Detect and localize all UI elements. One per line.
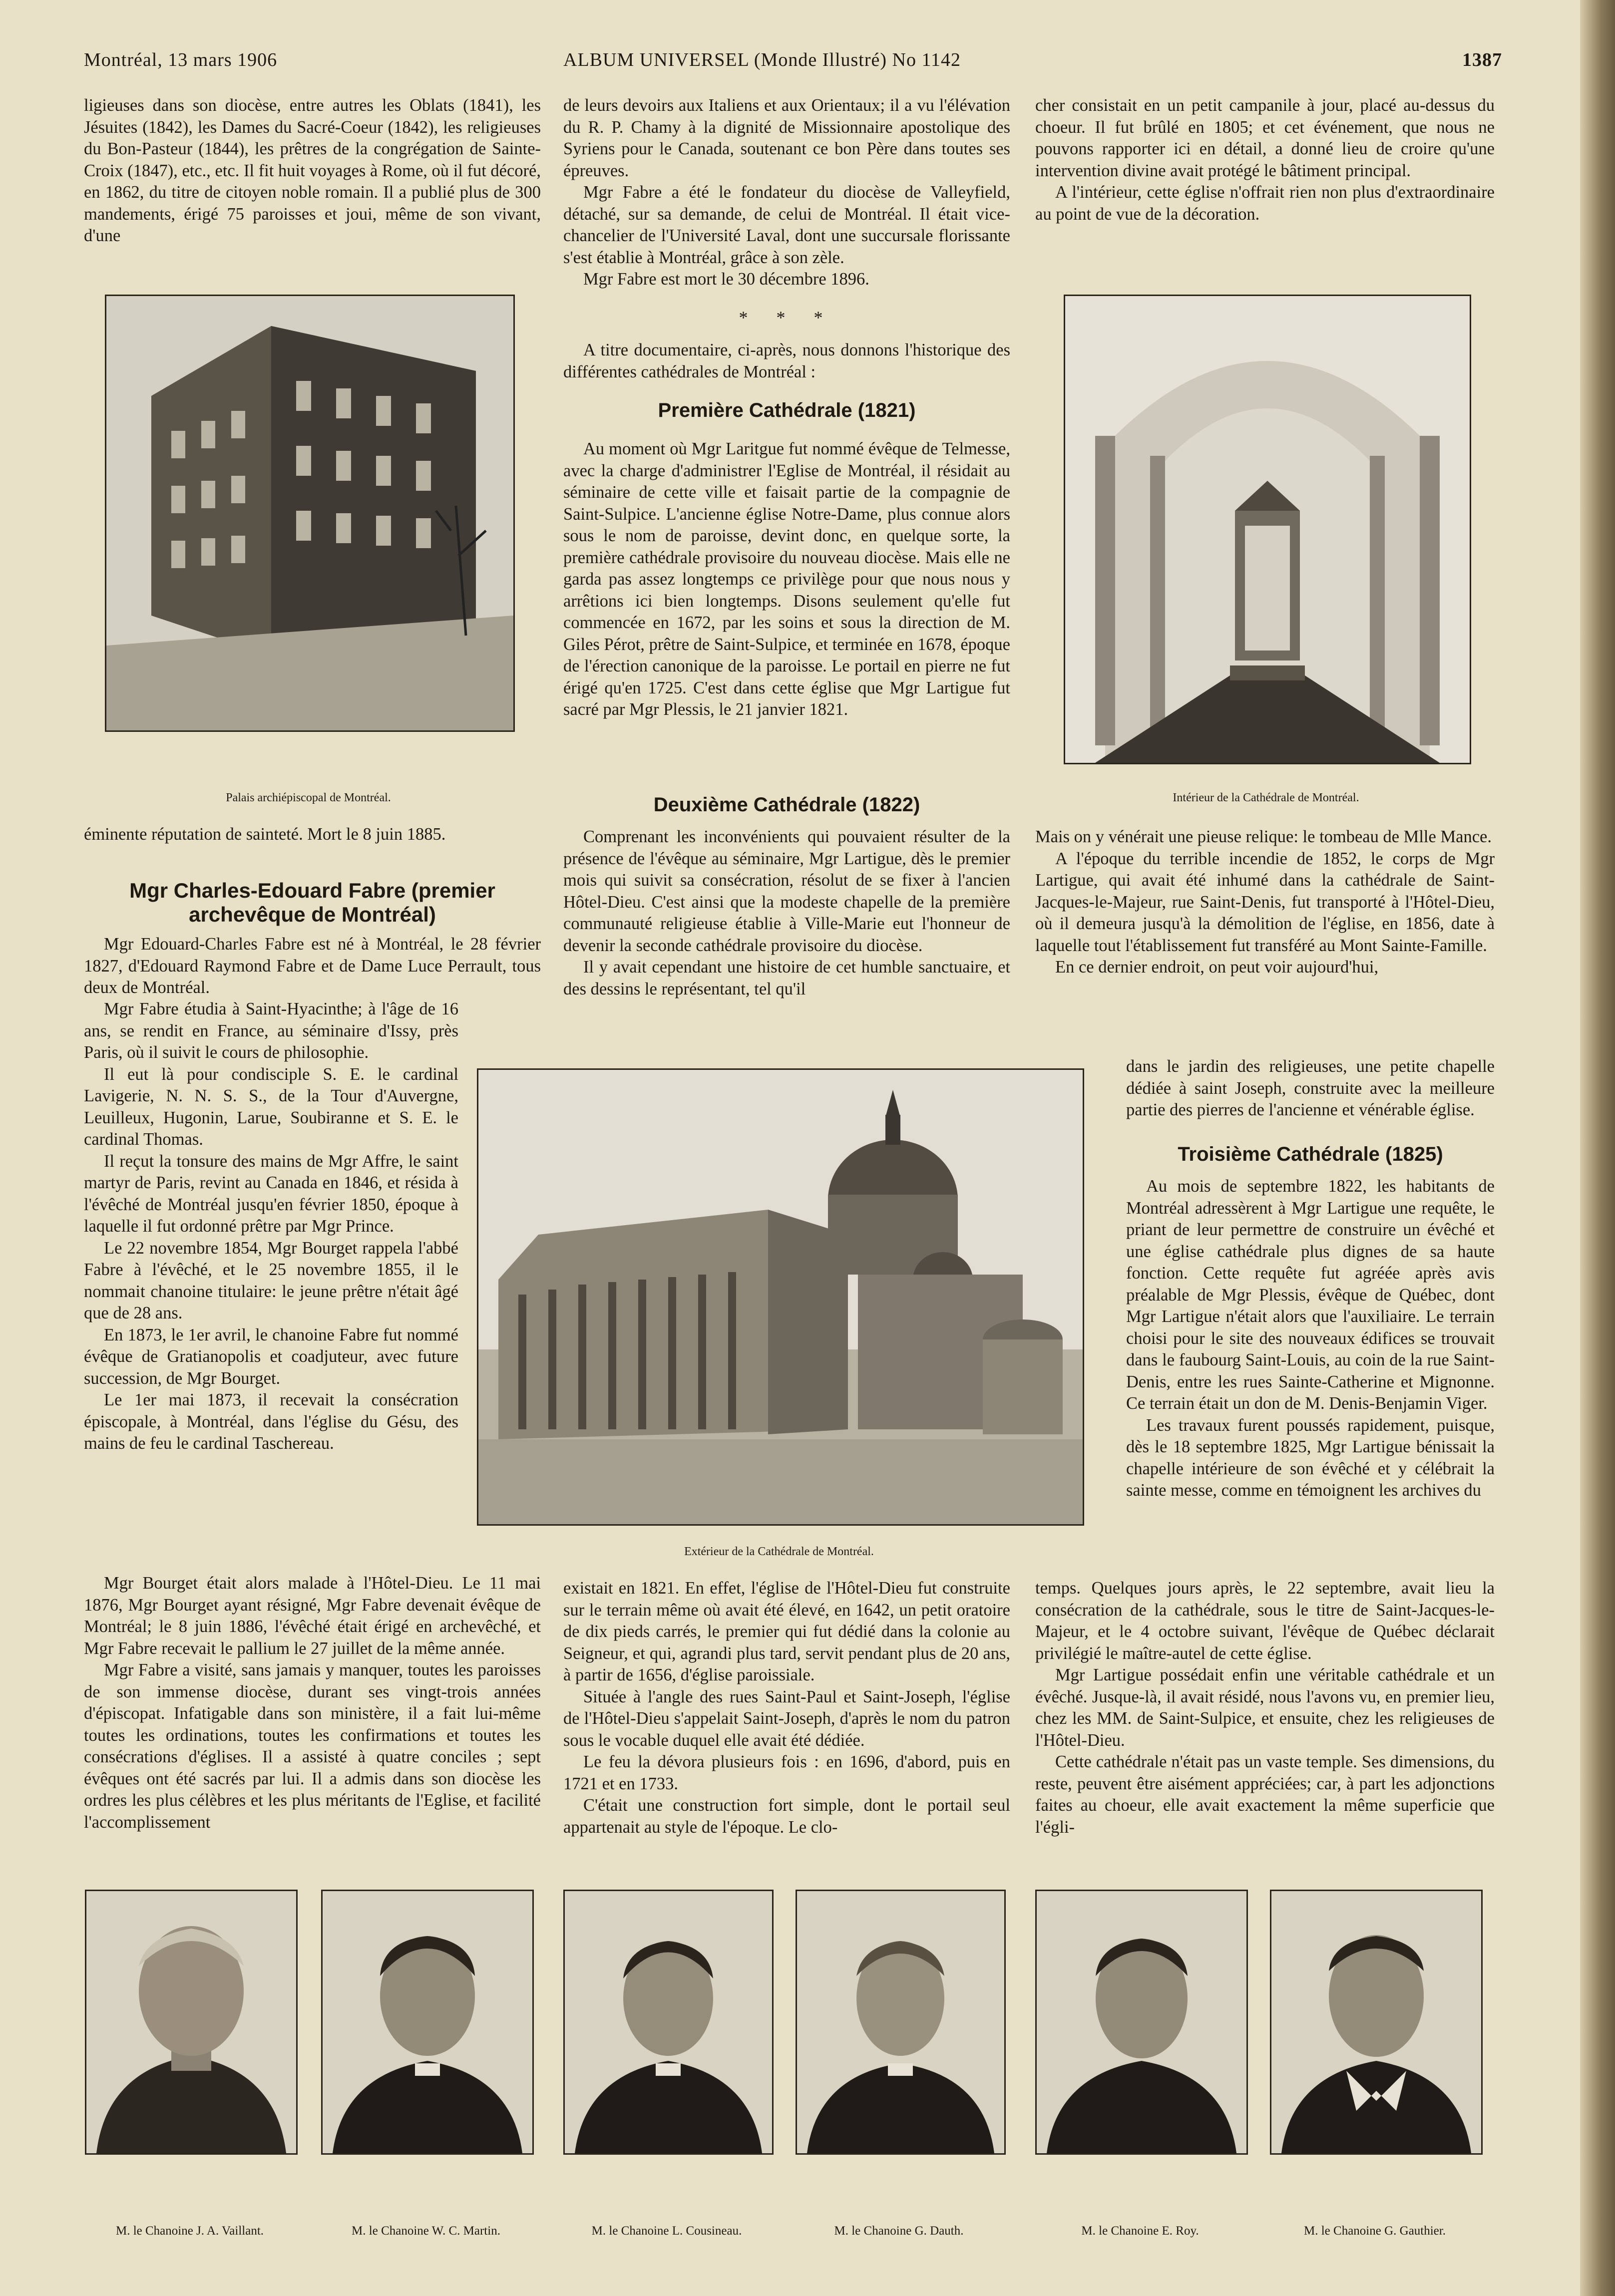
troisieme-text-wide: temps. Quelques jours après, le 22 septembre, avait lieu la consécration de la cathédrale, sous le titre de Saint-Jacques-le-Majeur, et le 4 octobre suivant, l'évêque de Québec déclarait privilégié le maître-autel de cette église. Mgr Lartigue possédait enfin une véritable cathédrale et un évêché. Jusque-là, il avait résidé, nous l'avons vu, en premier lieu, chez les MM. de Saint-Sulpice, et ensuite, chez les religieuses de l'Hôtel-Dieu. Cette cathédrale n'était pas un vaste temple. Ses dimensions, du reste, peuvent être aisément appréciées; car, à part les adjonctions faites au choeur, elle avait exactement la même superficie que l'égli- (1035, 1579, 1495, 1837)
col2-top-text: de leurs devoirs aux Italiens et aux Orientaux; il a vu l'élévation du R. P. Chamy à la dignité de Missionnaire apostolique des Syriens pour le Canada, soutenant ce bon Père dans toutes ses épreuves. Mgr Fabre a été le fondateur du diocèse de Valleyfield, détaché, sur sa demande, de celui de Montréal. Il était vice-chancelier de l'Université Laval, dont une succursale florissante s'est établie à Montréal, grâce à son zèle. Mgr Fabre est mort le 30 décembre 1896. (563, 96, 1010, 289)
portrait-caption-dauth: M. le Chanoine G. Dauth. (834, 2224, 964, 2238)
portrait-dauth (796, 1890, 1006, 2155)
portrait-roy (1035, 1890, 1248, 2155)
fabre-text-narrow: Mgr Fabre étudia à Saint-Hyacinthe; à l'âge de 16 ans, se rendit en France, au séminaire d'Issy, près Paris, où il suivit le cours de philosophie. Il eut là pour condisciple S. E. le cardinal Lavigerie, N. N. S. S., de la Tour d'Auvergne, Leuilleux, Hugonin, Larue, Soubiranne et S. E. le cardinal Thomas. Il reçut la tonsure des mains de Mgr Affre, le saint martyr de Paris, revint au Canada en 1846, et résida à l'évêché de Montréal jusqu'en février 1850, époque à laquelle il fut ordonné prêtre par Mgr Prince. Le 22 novembre 1854, Mgr Bourget rappela l'abbé Fabre à l'évêché, et le 25 novembre 1855, il le nommait chanoine titulaire: le jeune prêtre n'était âgé que de 28 ans. En 1873, le 1er avril, le chanoine Fabre fut nommé évêque de Gratianopolis et coadjuteur, avec future succession, de Mgr Bourget. Le 1er mai 1873, il recevait la consécration épiscopale, à Montréal, dans l'église du Gésu, des mains de feu le cardinal Taschereau. (84, 999, 458, 1453)
portrait-cousineau (563, 1890, 774, 2155)
header-title: ALBUM UNIVERSEL (Monde Illustré) No 1142 (563, 49, 961, 70)
exterieur-caption: Extérieur de la Cathédrale de Montréal. (684, 1545, 874, 1558)
fabre-heading: Mgr Charles-Edouard Fabre (premier archevêque de Montréal) (129, 879, 495, 926)
portrait-caption-roy: M. le Chanoine E. Roy. (1081, 2224, 1199, 2238)
troisieme-text-narrow: Au mois de septembre 1822, les habitants de Montréal adressèrent à Mgr Lartigue une requête, le priant de leur permettre de construire un évêché et une église cathédrale plus dignes de sa haute fonction. Cette requête fut agréée après avis préalable de Mgr Plessis, évêque de Québec, dont Mgr Lartigue n'était alors que l'auxiliaire. Le terrain choisi pour le site des nouveaux édifices se trouvait dans le faubourg Saint-Louis, au coin de la rue Saint-Denis, entre les rues Sainte-Catherine et Mignonne. Ce terrain était un don de M. Denis-Benjamin Viger. Les travaux furent poussés rapidement, puisque, dès le 18 septembre 1825, Mgr Lartigue bénissait la chapelle intérieure de son évêché et y célébrait la sainte messe, comme en témoignent les archives du (1126, 1177, 1495, 1500)
portrait-vaillant (85, 1890, 298, 2155)
page-binding-edge (1580, 0, 1615, 2296)
premiere-heading: Première Cathédrale (1821) (658, 399, 916, 421)
palais-caption: Palais archiépiscopal de Montréal. (226, 791, 391, 804)
troisieme-heading: Troisième Cathédrale (1825) (1178, 1143, 1443, 1165)
interieur-caption: Intérieur de la Cathédrale de Montréal. (1173, 791, 1359, 804)
page-number: 1387 (1462, 49, 1502, 70)
col3-narrow-text: dans le jardin des religieuses, une petite chapelle dédiée à saint Joseph, construite avec la meilleure partie des pierres de l'ancienne et vénérable église. (1126, 1057, 1495, 1119)
col3-mid-text: Mais on y vénérait une pieuse relique: le tombeau de Mlle Mance. A l'époque du terrible incendie de 1852, le corps de Mgr Lartigue, qui avait été inhumé dans la cathédrale de Saint-Jacques-le-Majeur, rue Saint-Denis, fut transporté à l'Hôtel-Dieu, où il demeura jusqu'à la démolition de l'église, en 1856, date à laquelle tout l'établissement fut transféré au Mont Sainte-Famille. En ce dernier endroit, on peut voir aujourd'hui, (1035, 827, 1495, 977)
fabre-text-wide: Mgr Bourget était alors malade à l'Hôtel-Dieu. Le 11 mai 1876, Mgr Bourget ayant résigné, Mgr Fabre devenait évêque de Montréal; le 8 juin 1886, l'évêché était érigé en archevêché, et Mgr Fabre recevait le pallium le 27 juillet de la même année. Mgr Fabre a visité, sans jamais y manquer, toutes les paroisses de son immense diocèse, durant ses vingt-trois années d'épiscopat. Infatigable dans son ministère, il a fait lui-même toutes les ordinations, toutes les confirmations et toutes les consécrations d'églises. Il a assisté à quatre conciles ; sept évêques ont été sacrés par lui. Il a admis dans son diocèse les ordres les plus célèbres et les plus méritants de l'Eglise, et facilité l'accomplissement (84, 1574, 541, 1832)
deuxieme-text: Comprenant les inconvénients qui pouvaient résulter de la présence de l'évêque au séminaire, Mgr Lartigue, dès le premier mois qui suivit sa consécration, résolut de se fixer à l'ancien Hôtel-Dieu. C'est ainsi que la modeste chapelle de la première communauté religieuse établie à Ville-Marie eut l'honneur de devenir la seconde cathédrale provisoire du diocèse. Il y avait cependant une histoire de cet humble sanctuaire, et des dessins le représentant, tel qu'il (563, 827, 1010, 998)
portrait-caption-gauthier: M. le Chanoine G. Gauthier. (1304, 2224, 1446, 2238)
premiere-text: Au moment où Mgr Laritgue fut nommé évêque de Telmesse, avec la charge d'administrer l'Eglise de Montréal, il résidait au séminaire de cette ville et faisait partie de la compagnie de Saint-Sulpice. L'ancienne église Notre-Dame, plus connue alors sous le nom de paroisse, devint donc, en quelque sorte, la première cathédrale provisoire du nouveau diocèse. Mais elle ne garda pas assez longtemps ce privilège pour que nous nous y arrêtions ici bien longtemps. Disons seulement qu'elle fut commencée en 1672, par les soins et sous la direction de M. Giles Pérot, prêtre de Saint-Sulpice, et terminée en 1678, époque de l'érection canonique de la paroisse. Le portail en pierre ne fut érigé qu'en 1725. C'est dans cette église que Mgr Lartigue fut sacré par Mgr Plessis, le 21 janvier 1821. (563, 439, 1010, 719)
intro-text: A titre documentaire, ci-après, nous donnons l'historique des différentes cathédrales de Montréal : (563, 340, 1010, 381)
deuxieme-heading: Deuxième Cathédrale (1822) (653, 794, 920, 816)
portrait-caption-cousineau: M. le Chanoine L. Cousineau. (591, 2224, 742, 2238)
portrait-martin (321, 1890, 534, 2155)
interieur-photo (1064, 295, 1471, 764)
col2-bottom-text: existait en 1821. En effet, l'église de l'Hôtel-Dieu fut construite sur le terrain même où avait été élevé, en 1642, un petit oratoire de dix pieds carrés, le premier qui fut dédié dans la colonie au Seigneur, et qui, agrandi plus tard, servit pendant plus de 20 ans, à partir de 1656, d'église paroissiale. Située à l'angle des rues Saint-Paul et Saint-Joseph, l'église de l'Hôtel-Dieu s'appelait Saint-Joseph, d'après le nom du patron sous le vocable duquel elle avait été dédiée. Le feu la dévora plusieurs fois : en 1696, d'abord, puis en 1721 et en 1733. C'était une construction fort simple, dont le portail seul appartenait au style de l'époque. Le clo- (563, 1579, 1010, 1837)
col3-top-text: cher consistait en un petit campanile à jour, placé au-dessus du choeur. Il fut brûlé en 1805; et cet événement, que nous ne pouvons rapporter ici en détail, a donné lieu de croire qu'une intervention divine avait protégé le bâtiment principal. A l'intérieur, cette église n'offrait rien non plus d'extraordinaire au point de vue de la décoration. (1035, 96, 1495, 224)
col1-top-text: ligieuses dans son diocèse, entre autres les Oblats (1841), les Jésuites (1842), les Dames du Sacré-Coeur (1842), les religieuses du Bon-Pasteur (1844), les prêtres de la congrégation de Sainte-Croix (1847), etc., etc. Il fit huit voyages à Rome, où il fut décoré, en 1862, du titre de citoyen noble romain. Il a publié plus de 300 mandements, érigé 75 paroisses et joui, même de son vivant, d'une (84, 96, 541, 245)
col1-mid-text: éminente réputation de sainteté. Mort le 8 juin 1885. (84, 825, 446, 844)
header-date: Montréal, 13 mars 1906 (84, 49, 278, 70)
portrait-caption-martin: M. le Chanoine W. C. Martin. (352, 2224, 500, 2238)
portrait-caption-vaillant: M. le Chanoine J. A. Vaillant. (115, 2224, 264, 2238)
exterieur-photo (477, 1068, 1084, 1526)
portrait-gauthier (1270, 1890, 1483, 2155)
section-stars: * * * (739, 308, 835, 328)
palais-photo (105, 295, 515, 732)
fabre-text-top: Mgr Edouard-Charles Fabre est né à Montréal, le 28 février 1827, d'Edouard Raymond Fabre et de Dame Luce Perrault, tous deux de Montréal. (84, 935, 541, 997)
